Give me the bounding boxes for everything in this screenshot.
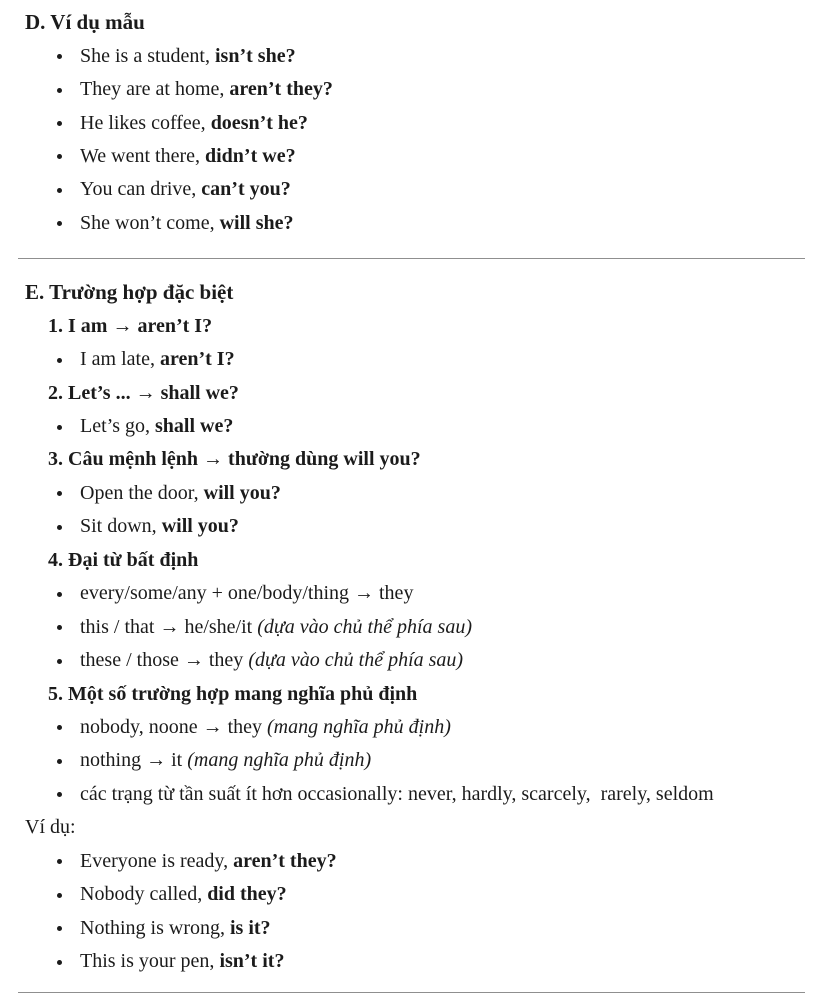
- bullet-icon: [57, 893, 62, 898]
- bullet-icon: [57, 792, 62, 797]
- text-run: Open the door, will you?: [80, 481, 281, 504]
- bullet-icon: [57, 960, 62, 965]
- text-run: She is a student, isn’t she?: [80, 44, 296, 67]
- text-run: this / that → he/she/it (dựa vào chủ thể phía sau): [80, 615, 472, 638]
- bullet-icon: [57, 221, 62, 226]
- section-heading: [25, 276, 805, 309]
- sub-heading: [25, 677, 805, 710]
- bullet-icon: [57, 188, 62, 193]
- list-item: [25, 911, 805, 944]
- bullet-icon: [57, 154, 62, 159]
- horizontal-rule: [18, 992, 805, 993]
- text-run: I am late, aren’t I?: [80, 348, 235, 371]
- text-run: Ví dụ:: [25, 816, 76, 839]
- bullet-icon: [57, 759, 62, 764]
- list-item: [25, 106, 805, 139]
- text-run: every/some/any + one/body/thing → they: [80, 582, 414, 605]
- bullet-icon: [57, 859, 62, 864]
- bullet-icon: [57, 926, 62, 931]
- text-run: We went there, didn’t we?: [80, 144, 296, 167]
- text-run: 3. Câu mệnh lệnh → thường dùng will you?: [48, 448, 421, 471]
- list-item: [25, 711, 805, 744]
- list-item: [25, 744, 805, 777]
- list-item: [25, 778, 805, 811]
- text-run: Everyone is ready, aren’t they?: [80, 849, 337, 872]
- text-run: nothing → it (mang nghĩa phủ định): [80, 749, 372, 772]
- bullet-icon: [57, 54, 62, 59]
- section-heading: [25, 6, 805, 39]
- document-body: [25, 6, 805, 993]
- text-run: Let’s go, shall we?: [80, 415, 234, 438]
- text-run: 2. Let’s ... → shall we?: [48, 381, 239, 404]
- sub-heading: [25, 310, 805, 343]
- text-run: Nothing is wrong, is it?: [80, 916, 271, 939]
- list-item: [25, 173, 805, 206]
- bullet-icon: [57, 525, 62, 530]
- bullet-icon: [57, 725, 62, 730]
- list-item: [25, 140, 805, 173]
- list-item: [25, 845, 805, 878]
- list-item: [25, 477, 805, 510]
- text-run: E. Trường hợp đặc biệt: [25, 280, 234, 305]
- list-item: [25, 644, 805, 677]
- text-run: các trạng từ tần suất ít hơn occasionally: never, hardly, scarcely, rarely, seldom: [80, 782, 714, 805]
- text-run: She won’t come, will she?: [80, 211, 294, 234]
- list-item: [25, 610, 805, 643]
- bullet-icon: [57, 659, 62, 664]
- sub-heading: [25, 544, 805, 577]
- sub-heading: [25, 443, 805, 476]
- list-item: [25, 410, 805, 443]
- bullet-icon: [57, 88, 62, 93]
- list-item: [25, 207, 805, 240]
- text-run: He likes coffee, doesn’t he?: [80, 111, 308, 134]
- text-run: This is your pen, isn’t it?: [80, 950, 285, 973]
- bullet-icon: [57, 121, 62, 126]
- text-run: these / those → they (dựa vào chủ thể phía sau): [80, 649, 464, 672]
- text-run: D. Ví dụ mẫu: [25, 10, 145, 35]
- text-run: 4. Đại từ bất định: [48, 548, 199, 571]
- bullet-icon: [57, 358, 62, 363]
- text-run: You can drive, can’t you?: [80, 178, 291, 201]
- list-item: [25, 73, 805, 106]
- bullet-icon: [57, 592, 62, 597]
- bullet-icon: [57, 491, 62, 496]
- bullet-icon: [57, 425, 62, 430]
- list-item: [25, 343, 805, 376]
- list-item: [25, 510, 805, 543]
- sub-heading: [25, 376, 805, 409]
- text-run: 1. I am → aren’t I?: [48, 314, 213, 337]
- text-run: They are at home, aren’t they?: [80, 78, 333, 101]
- text-run: Sit down, will you?: [80, 515, 239, 538]
- bullet-icon: [57, 625, 62, 630]
- text-run: nobody, noone → they (mang nghĩa phủ định): [80, 715, 451, 738]
- paragraph: [25, 811, 805, 844]
- list-item: [25, 39, 805, 72]
- list-item: [25, 945, 805, 978]
- list-item: [25, 878, 805, 911]
- horizontal-rule: [18, 258, 805, 259]
- text-run: 5. Một số trường hợp mang nghĩa phủ định: [48, 682, 418, 705]
- list-item: [25, 577, 805, 610]
- text-run: Nobody called, did they?: [80, 883, 287, 906]
